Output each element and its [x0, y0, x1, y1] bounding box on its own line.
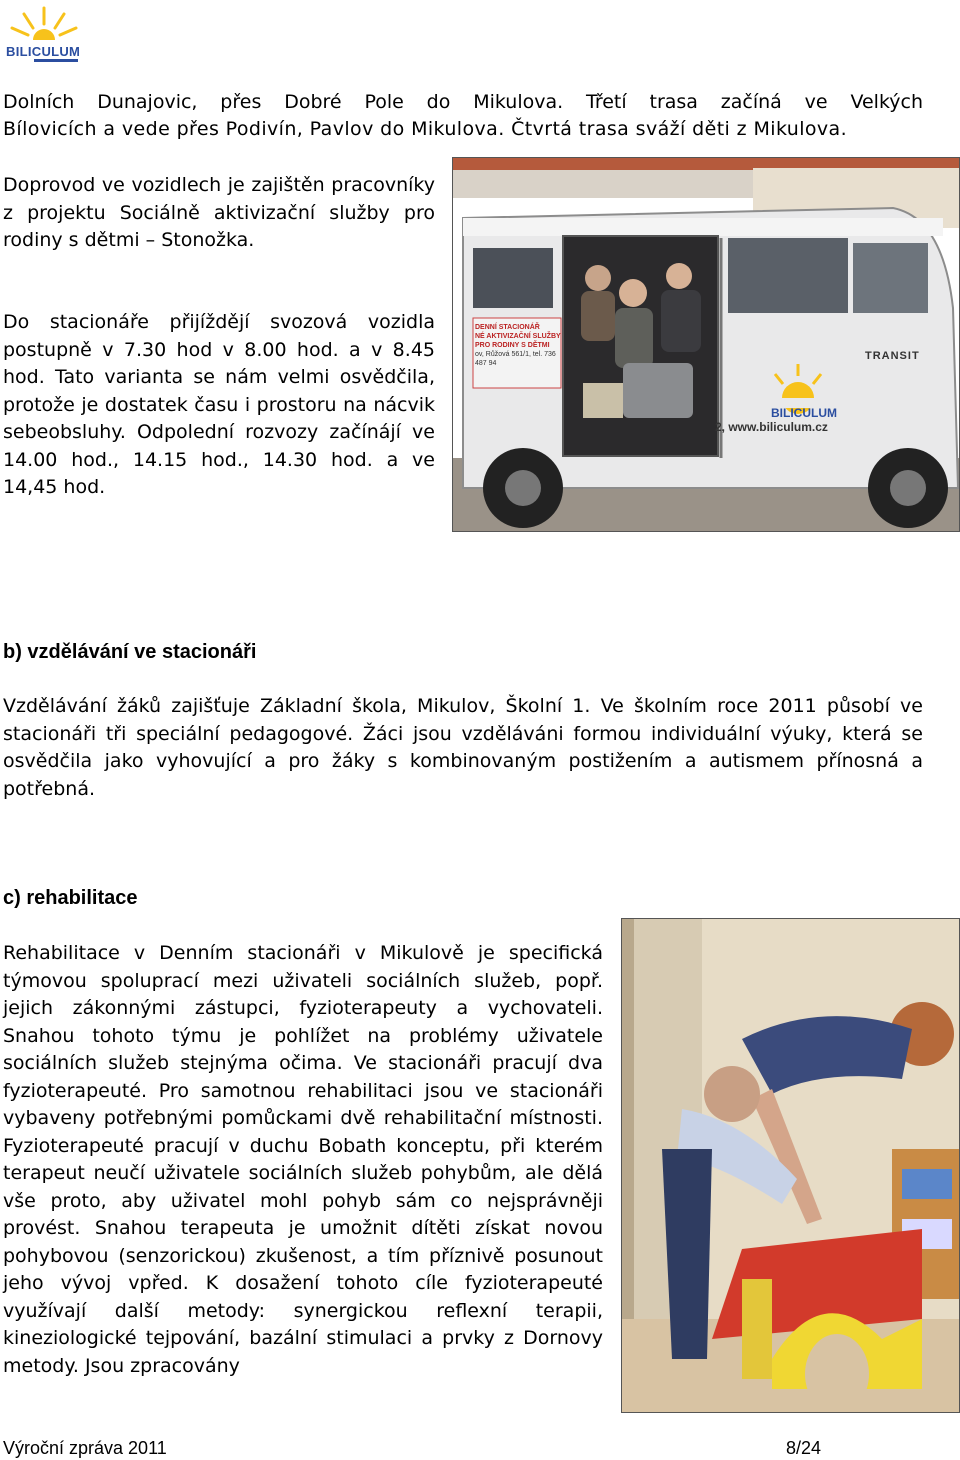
logo-wordmark: BILICULUM — [6, 44, 81, 59]
intro-line-2: Bílovicích a vede přes Podivín, Pavlov do Mikulova. Čtvrtá trasa sváží děti z Mikulova. — [3, 118, 848, 140]
van-sign — [475, 323, 561, 368]
van-sign-line-3: PRO RODINY S DĚTMI — [475, 342, 550, 349]
section-c-paragraph: Rehabilitace v Denním stacionáři v Mikulově je specifická týmovou spoluprací mezi uživateli sociálních služeb, popř. jejich zákonnými zástupci, fyzioterapeuty a vychovateli. Snahou tohoto týmu je pohlížet na problémy uživatele sociálních služeb stejnýma očima. Ve stacionáři pracují dva fyzioterapeuté. Pro samotnou rehabilitaci jsou ve stacionáři vybaveny potřebnými pomůckami dvě rehabilitační místnosti. Fyzioterapeuté pracují v duchu Bobath konceptu, při kterém terapeut neučí uživatele sociálních služeb pohybům, ale dělá vše proto, aby uživatel mohl pohyb sám co nejsprávněji provést. Snahou terapeuta je umožnit dítěti získat novou pohybovou (senzorickou) zkušenost, a tím příznivě posunout jeho vývoj vpřed. K dosažení tohoto cíle fyzioterapeuté využívají další metody: synergickou reflexní terapii, kineziologické tejpování, bazální stimulaci a prvky z Dornovy metody. Jsou zpracovány — [3, 942, 603, 1377]
escort-paragraph: Doprovod ve vozidlech je zajištěn pracovníky z projektu Sociálně aktivizační služby pro rodiny s dětmi – Stonožka. — [3, 174, 435, 251]
rehabilitation-photo — [621, 918, 960, 1413]
section-b-paragraph: Vzdělávání žáků zajišťuje Základní škola, Mikulov, Školní 1. Ve školním roce 2011 působí ve stacionáři tři speciální pedagogové. Žáci jsou vzděláváni formou individuální výuky, která se osvědčila jako vyhovující a pro žáky s kombinovaným postižením a autismem přínosná a potřebná. — [3, 695, 923, 800]
van-sign-address: ov, Růžová 561/1, tel. 736 487 94 — [475, 351, 556, 367]
van-web: 2, www.biliculum.cz — [715, 420, 828, 434]
biliculum-logo — [4, 4, 84, 64]
van-photo — [452, 157, 960, 532]
van-sign-line-2: NÉ AKTIVIZAČNÍ SLUŽBY — [475, 333, 561, 340]
van-sign-line-1: DENNÍ STACIONÁŘ — [475, 324, 540, 331]
footer-title: Výroční zpráva 2011 — [3, 1438, 167, 1458]
arrival-paragraph: Do stacionáře přijíždějí svozová vozidla postupně v 7.30 hod v 8.00 hod. a v 8.45 hod. Tato varianta se nám velmi osvědčila, protože je dostatek času i prostoru na nácvik sebeobsluhy. Odpolední rozvozy začínájí ve 14.00 hod., 14.15 hod., 14.30 hod. a ve 14,45 hod. — [3, 311, 435, 498]
rehabilitation-illustration — [622, 919, 959, 1412]
van-model: TRANSIT — [865, 350, 920, 362]
sun-icon — [4, 4, 84, 46]
intro-line-1: Dolních Dunajovic, přes Dobré Pole do Mikulova. Třetí trasa začíná ve Velkých — [3, 91, 923, 113]
logo-underline — [34, 59, 78, 62]
page-number: 8/24 — [786, 1438, 822, 1458]
section-b-heading: b) vzdělávání ve stacionáři — [3, 641, 257, 663]
section-c-heading: c) rehabilitace — [3, 887, 138, 909]
van-brand: BILICULUM — [771, 406, 837, 420]
